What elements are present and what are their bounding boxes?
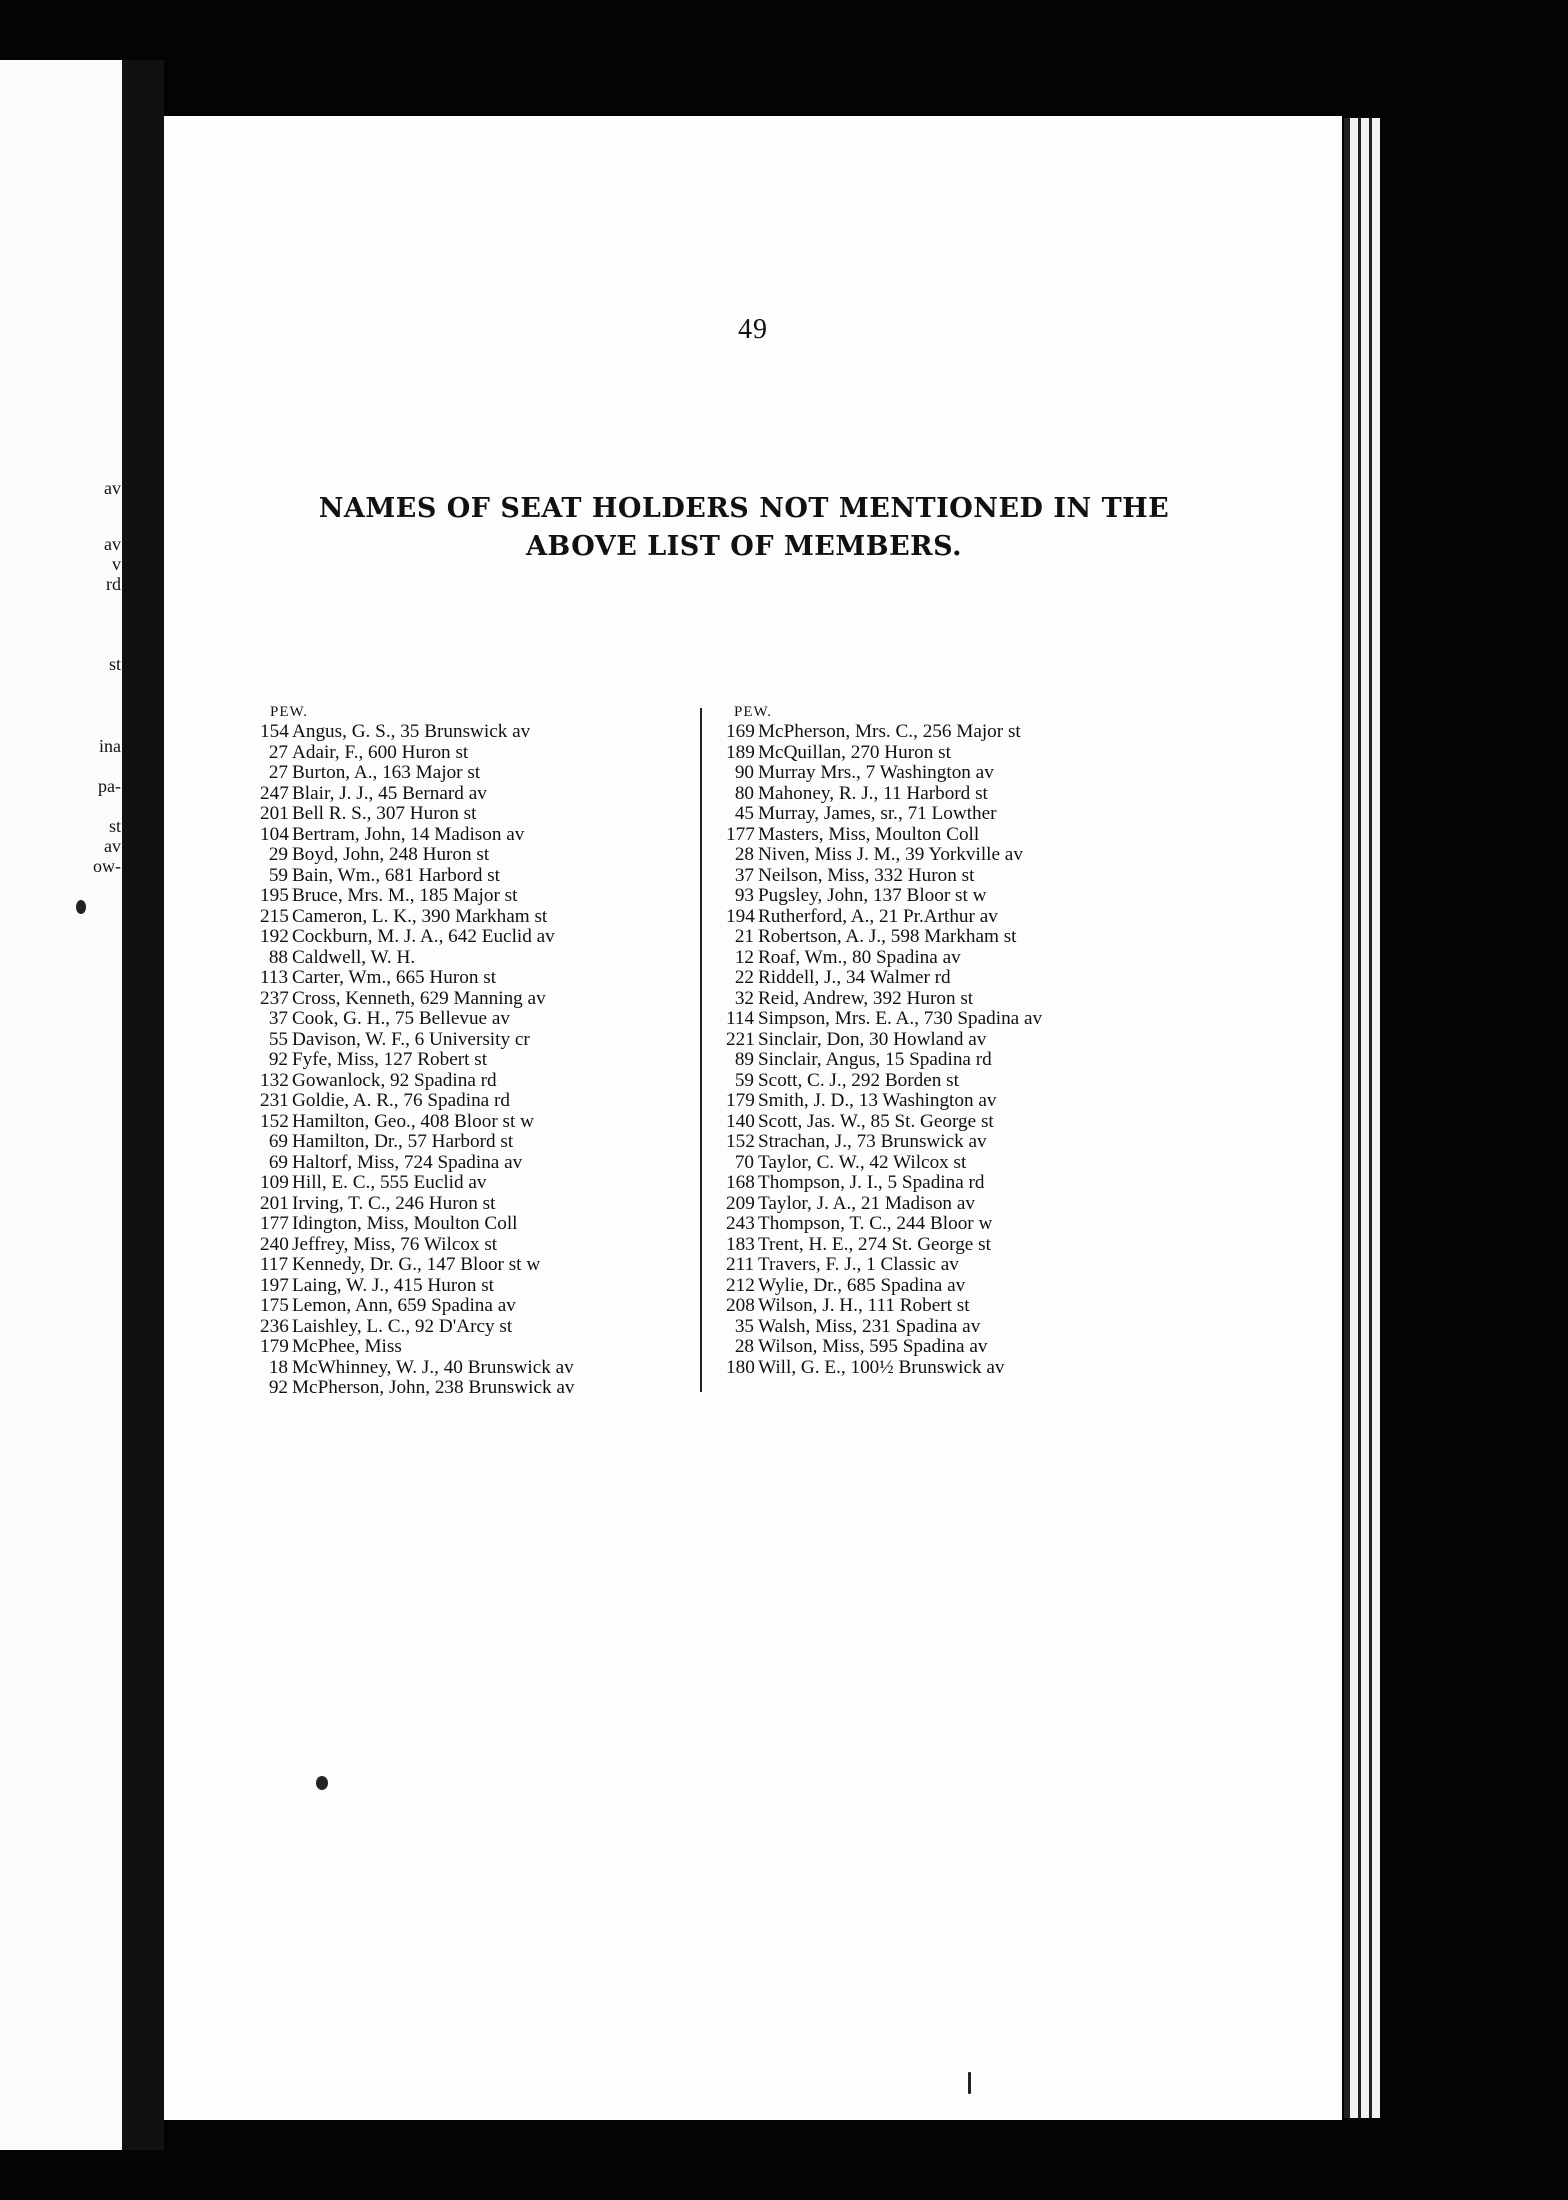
pew-column-label: PEW. [270,704,309,720]
seat-holder-name: Gowanlock, 92 Spadina rd [292,1069,497,1091]
seat-holder-entry [726,1214,1196,1235]
seat-holder-entry [726,1030,1196,1051]
seat-holder-name: McPherson, Mrs. C., 256 Major st [758,721,1021,742]
seat-holder-name: Masters, Miss, Moulton Coll [758,823,980,845]
facing-page-fragment: st [108,654,121,674]
pew-number: 37 [268,1008,288,1029]
pew-number: 18 [268,1356,288,1378]
pew-number: 22 [734,967,754,988]
seat-holder-entry [726,866,1196,887]
seat-holder-name: Burton, A., 163 Major st [292,762,481,783]
pew-number: 21 [734,926,754,947]
pew-number: 69 [268,1151,288,1173]
pew-number: 192 [260,926,289,947]
seat-holder-name: Walsh, Miss, 231 Spadina av [758,1315,981,1337]
seat-holder-name: Boyd, John, 248 Huron st [292,844,490,865]
seat-holder-name: Scott, C. J., 292 Borden st [758,1069,959,1091]
seat-holder-entry [260,927,730,948]
column-divider [700,708,702,1392]
pew-column-label: PEW. [734,704,773,720]
pew-number: 80 [734,782,754,804]
pew-number: 55 [268,1028,288,1050]
seat-holder-entry [726,1071,1196,1092]
seat-holder-name: Riddell, J., 34 Walmer rd [758,967,951,988]
seat-holder-entry [726,1317,1196,1338]
seat-holder-entry [260,784,730,805]
seat-holder-name: Jeffrey, Miss, 76 Wilcox st [292,1233,498,1255]
pew-number: 88 [268,946,288,968]
facing-page-fragment: ina [99,736,121,756]
facing-page-fragment: pa- [98,776,121,796]
seat-holder-entry [260,1071,730,1092]
seat-holder-name: Hamilton, Dr., 57 Harbord st [292,1131,514,1152]
seat-holder-entry [726,1050,1196,1071]
pew-number: 32 [734,987,754,1009]
seat-holder-name: Haltorf, Miss, 724 Spadina av [292,1151,523,1173]
seat-holder-name: Strachan, J., 73 Brunswick av [758,1131,987,1152]
facing-page-fragment: av [104,478,121,498]
seat-holder-name: Sinclair, Don, 30 Howland av [758,1028,987,1050]
seat-holder-name: Scott, Jas. W., 85 St. George st [758,1110,994,1132]
seat-holders-right-column [726,702,1196,1378]
pew-number: 197 [260,1274,289,1296]
page-heading [234,490,1254,566]
pew-number: 89 [734,1049,754,1070]
seat-holder-entry [726,763,1196,784]
seat-holder-entry [260,968,730,989]
seat-holder-entry [260,989,730,1010]
pew-number: 59 [268,864,288,886]
seat-holder-name: Simpson, Mrs. E. A., 730 Spadina av [758,1008,1043,1029]
seat-holder-name: Laishley, L. C., 92 D'Arcy st [292,1315,513,1337]
seat-holder-entry [260,886,730,907]
pew-number: 132 [260,1069,289,1091]
seat-holder-name: Cameron, L. K., 390 Markham st [292,905,548,927]
pew-number: 113 [260,967,289,988]
ink-speck [76,900,86,914]
seat-holder-entry [726,825,1196,846]
pew-number: 27 [268,741,288,763]
seat-holder-name: Hill, E. C., 555 Euclid av [292,1172,487,1193]
pew-number: 243 [726,1213,755,1234]
pew-number: 37 [734,864,754,886]
seat-holder-name: Rutherford, A., 21 Pr.Arthur av [758,905,998,927]
seat-holder-name: Cook, G. H., 75 Bellevue av [292,1008,510,1029]
pew-number: 208 [726,1295,755,1316]
seat-holder-entry [260,1009,730,1030]
seat-holder-name: Bruce, Mrs. M., 185 Major st [292,885,518,906]
pew-number: 179 [260,1336,289,1357]
seat-holder-entry [260,1214,730,1235]
seat-holder-name: Trent, H. E., 274 St. George st [758,1233,991,1255]
seat-holder-name: Taylor, C. W., 42 Wilcox st [758,1151,967,1173]
page-edge [1361,118,1369,2118]
seat-holder-entry [726,743,1196,764]
seat-holder-entry [260,1317,730,1338]
pew-number: 104 [260,823,289,845]
seat-holder-entry [726,845,1196,866]
pew-number: 201 [260,1192,289,1214]
seat-holder-entry [260,1050,730,1071]
seat-holder-name: Wylie, Dr., 685 Spadina av [758,1274,966,1296]
seat-holder-name: Murray, James, sr., 71 Lowther [758,803,997,824]
facing-page-fragment: ow- [93,856,121,876]
seat-holder-entry [260,1296,730,1317]
pew-number: 179 [726,1090,755,1111]
pew-number: 183 [726,1233,755,1255]
pew-number: 211 [726,1254,755,1275]
seat-holder-name: Robertson, A. J., 598 Markham st [758,926,1017,947]
seat-holder-entry [726,1009,1196,1030]
seat-holder-name: Bertram, John, 14 Madison av [292,823,525,845]
seat-holder-name: Laing, W. J., 415 Huron st [292,1274,495,1296]
seat-holder-entry [726,1153,1196,1174]
facing-page-fragment: rd [106,574,121,594]
seat-holder-entry [260,1091,730,1112]
seat-holder-name: Fyfe, Miss, 127 Robert st [292,1049,488,1070]
pew-number: 175 [260,1295,289,1316]
seat-holder-entry [260,866,730,887]
seat-holder-entry [726,948,1196,969]
page-edge [1372,118,1380,2118]
page-edge [1350,118,1358,2118]
ink-speck [316,1776,328,1790]
pew-number: 117 [260,1254,289,1275]
pew-number: 247 [260,782,289,804]
pew-number: 93 [734,885,754,906]
seat-holder-name: Idington, Miss, Moulton Coll [292,1213,518,1234]
seat-holder-entry [260,722,730,743]
seat-holder-entry [726,1358,1196,1379]
pew-number: 35 [734,1315,754,1337]
seat-holder-entry [260,1358,730,1379]
seat-holder-name: McPherson, John, 238 Brunswick av [292,1377,575,1398]
pew-number: 177 [260,1213,289,1234]
seat-holder-name: Adair, F., 600 Huron st [292,741,469,763]
pew-number: 70 [734,1151,754,1173]
pew-number: 45 [734,803,754,824]
seat-holder-entry [260,1276,730,1297]
seat-holder-entry [260,1255,730,1276]
pew-number: 27 [268,762,288,783]
facing-page-fragment: st [108,816,121,836]
facing-page-fragment: v [112,554,121,574]
ink-speck [968,2072,971,2094]
pew-number: 221 [726,1028,755,1050]
seat-holder-entry [726,907,1196,928]
seat-holder-name: Niven, Miss J. M., 39 Yorkville av [758,844,1023,865]
seat-holder-name: Davison, W. F., 6 University cr [292,1028,530,1050]
seat-holder-entry [726,1235,1196,1256]
seat-holder-name: Kennedy, Dr. G., 147 Bloor st w [292,1254,541,1275]
seat-holder-entry [726,1255,1196,1276]
seat-holder-entry [260,907,730,928]
seat-holder-entry [726,784,1196,805]
pew-number: 236 [260,1315,289,1337]
pew-number: 109 [260,1172,289,1193]
seat-holder-entry [726,1337,1196,1358]
seat-holder-name: Wilson, Miss, 595 Spadina av [758,1336,988,1357]
seat-holder-entry [260,1194,730,1215]
seat-holder-name: Taylor, J. A., 21 Madison av [758,1192,975,1214]
pew-number: 237 [260,987,289,1009]
pew-number: 195 [260,885,289,906]
seat-holder-name: Cross, Kenneth, 629 Manning av [292,987,546,1009]
seat-holder-entry [260,1030,730,1051]
pew-number: 69 [268,1131,288,1152]
seat-holder-entry [260,804,730,825]
seat-holder-entry [726,886,1196,907]
pew-number: 209 [726,1192,755,1214]
seat-holder-name: Angus, G. S., 35 Brunswick av [292,721,531,742]
seat-holder-entry [260,845,730,866]
pew-number: 189 [726,741,755,763]
book-page [164,116,1342,2120]
pew-number: 114 [726,1008,755,1029]
facing-page-edge [0,60,125,2150]
pew-number: 177 [726,823,755,845]
seat-holder-entry [726,1276,1196,1297]
pew-number: 92 [268,1377,288,1398]
seat-holder-entry [726,1194,1196,1215]
pew-number: 152 [260,1110,289,1132]
seat-holder-entry [260,1378,730,1399]
pew-number: 90 [734,762,754,783]
seat-holder-entry [260,743,730,764]
pew-number: 215 [260,905,289,927]
seat-holder-name: Carter, Wm., 665 Huron st [292,967,497,988]
seat-holder-name: Bain, Wm., 681 Harbord st [292,864,501,886]
seat-holder-entry [260,763,730,784]
pew-number: 28 [734,1336,754,1357]
seat-holder-entry [260,948,730,969]
seat-holder-entry [726,804,1196,825]
seat-holder-name: Hamilton, Geo., 408 Bloor st w [292,1110,534,1132]
pew-number: 169 [726,721,755,742]
seat-holder-name: Travers, F. J., 1 Classic av [758,1254,959,1275]
seat-holder-entry [260,1173,730,1194]
page-number: 49 [738,314,768,345]
seat-holder-name: Wilson, J. H., 111 Robert st [758,1295,970,1316]
seat-holder-entry [726,1296,1196,1317]
pew-number: 240 [260,1233,289,1255]
pew-number: 12 [734,946,754,968]
seat-holders-left-column [260,702,730,1399]
seat-holder-name: Smith, J. D., 13 Washington av [758,1090,997,1111]
pew-number: 92 [268,1049,288,1070]
seat-holder-entry [726,1112,1196,1133]
pew-number: 201 [260,803,289,824]
seat-holder-name: Thompson, J. I., 5 Spadina rd [758,1172,985,1193]
seat-holder-name: Mahoney, R. J., 11 Harbord st [758,782,988,804]
pew-number: 28 [734,844,754,865]
seat-holder-name: McPhee, Miss [292,1336,402,1357]
seat-holder-name: Will, G. E., 100½ Brunswick av [758,1356,1005,1378]
seat-holder-entry [260,825,730,846]
seat-holder-name: Caldwell, W. H. [292,946,416,968]
heading-line-1: NAMES OF SEAT HOLDERS NOT MENTIONED IN THE [318,493,1170,524]
pew-number: 29 [268,844,288,865]
seat-holder-entry [260,1337,730,1358]
seat-holder-entry [260,1153,730,1174]
pew-number: 59 [734,1069,754,1091]
seat-holder-name: Blair, J. J., 45 Bernard av [292,782,487,804]
seat-holder-name: Goldie, A. R., 76 Spadina rd [292,1090,510,1111]
facing-page-fragment: av [104,534,121,554]
seat-holder-entry [726,927,1196,948]
pew-number: 140 [726,1110,755,1132]
seat-holder-entry [726,1091,1196,1112]
pew-number: 154 [260,721,289,742]
seat-holder-name: Murray Mrs., 7 Washington av [758,762,994,783]
seat-holder-entry [726,989,1196,1010]
seat-holder-name: Reid, Andrew, 392 Huron st [758,987,974,1009]
seat-holder-name: Pugsley, John, 137 Bloor st w [758,885,987,906]
pew-number: 194 [726,905,755,927]
seat-holder-name: Lemon, Ann, 659 Spadina av [292,1295,516,1316]
seat-holder-name: Irving, T. C., 246 Huron st [292,1192,496,1214]
seat-holder-entry [726,968,1196,989]
pew-number: 212 [726,1274,755,1296]
seat-holder-entry [726,1132,1196,1153]
facing-page-fragment: av [104,836,121,856]
pew-number: 231 [260,1090,289,1111]
seat-holder-entry [260,1112,730,1133]
seat-holder-entry [260,1235,730,1256]
seat-holder-name: Bell R. S., 307 Huron st [292,803,477,824]
heading-line-2: ABOVE LIST OF MEMBERS. [525,531,963,562]
seat-holder-name: Sinclair, Angus, 15 Spadina rd [758,1049,992,1070]
seat-holder-name: McQuillan, 270 Huron st [758,741,951,763]
seat-holder-name: Roaf, Wm., 80 Spadina av [758,946,961,968]
pew-number: 152 [726,1131,755,1152]
seat-holder-name: Neilson, Miss, 332 Huron st [758,864,975,886]
seat-holder-entry [260,1132,730,1153]
seat-holder-name: Thompson, T. C., 244 Bloor w [758,1213,993,1234]
seat-holder-name: Cockburn, M. J. A., 642 Euclid av [292,926,555,947]
pew-number: 168 [726,1172,755,1193]
pew-number: 180 [726,1356,755,1378]
book-gutter [122,60,164,2150]
seat-holder-entry [726,1173,1196,1194]
seat-holder-entry [726,722,1196,743]
seat-holder-name: McWhinney, W. J., 40 Brunswick av [292,1356,574,1378]
